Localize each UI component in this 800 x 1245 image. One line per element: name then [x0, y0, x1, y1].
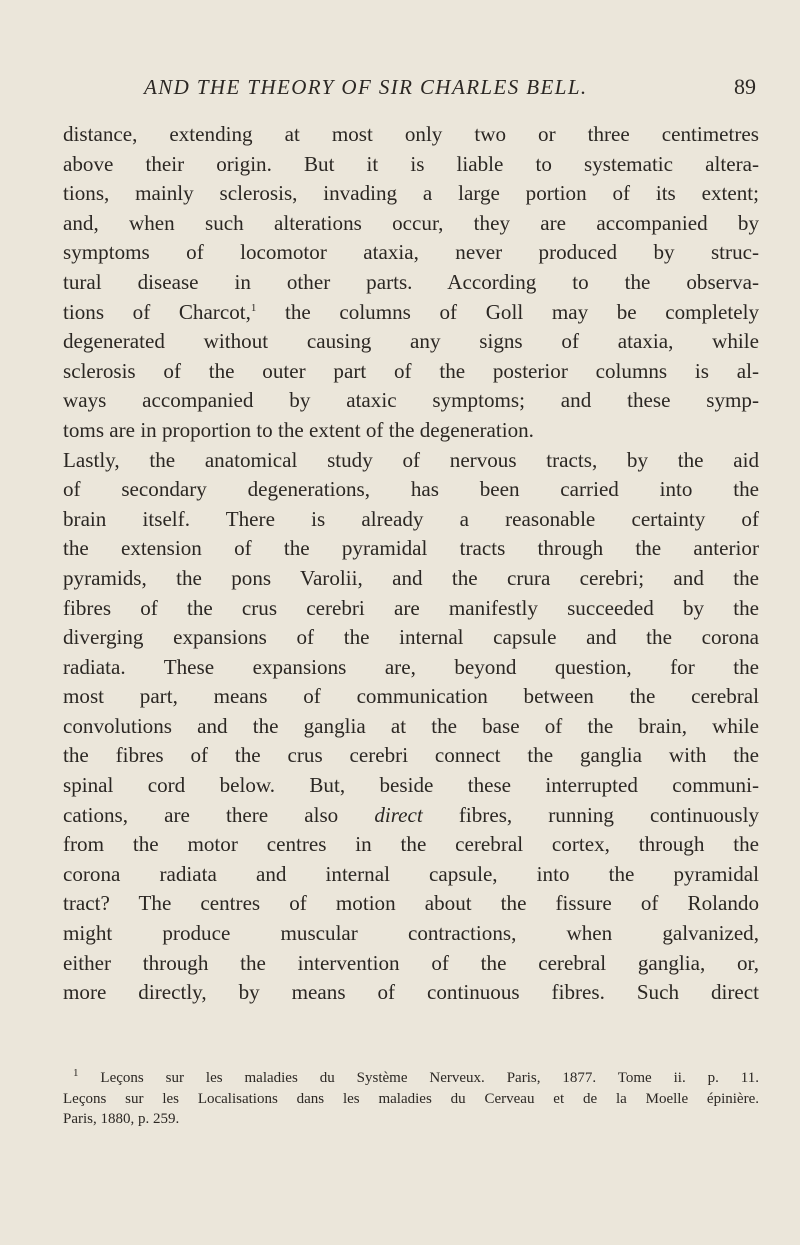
footnote-reference: 1 — [250, 301, 257, 314]
footnote-line — [63, 1068, 759, 1089]
text-line: degenerated without causing any signs of ataxia, while — [63, 329, 759, 354]
text-line: sclerosis of the outer part of the posterior columns is al- — [63, 358, 759, 383]
footnote-marker: 1 — [73, 1067, 79, 1079]
text-fragment: the columns of Goll may be completely — [285, 299, 759, 324]
footnote-text: Leçons sur les maladies du Système Nerveux. Paris, 1877. Tome ii. p. 11. — [100, 1070, 759, 1086]
text-line: above their origin. But it is liable to systematic altera- — [63, 151, 759, 176]
text-fragment: tions of Charcot, — [63, 299, 251, 324]
text-line: fibres of the crus cerebri are manifestly succeeded by the — [63, 595, 759, 620]
text-line: diverging expansions of the internal capsule and the corona — [63, 625, 759, 650]
text-fragment: cations, are there also — [63, 802, 339, 827]
text-line: from the motor centres in the cerebral cortex, through the — [63, 832, 759, 857]
text-line: Lastly, the anatomical study of nervous tracts, by the aid — [63, 447, 759, 472]
footnote-line: Leçons sur les Localisations dans les maladies du Cerveau et de la Moelle épinière. — [63, 1090, 759, 1107]
text-line: brain itself. There is already a reasonable certainty of — [63, 506, 759, 531]
text-line: toms are in proportion to the extent of the degeneration. — [63, 417, 534, 442]
text-line: tural disease in other parts. According to the observa- — [63, 269, 759, 294]
text-line — [63, 801, 759, 831]
text-line: of secondary degenerations, has been carried into the — [63, 477, 759, 502]
emphasized-word: direct — [374, 802, 423, 827]
text-line: the extension of the pyramidal tracts through the anterior — [63, 536, 759, 561]
text-line: corona radiata and internal capsule, into the pyramidal — [63, 861, 759, 886]
footnotes — [63, 1068, 759, 1130]
footnote-line: Paris, 1880, p. 259. — [63, 1111, 180, 1127]
text-line — [63, 298, 759, 328]
page-header — [60, 70, 760, 104]
text-line: either through the intervention of the cerebral ganglia, or, — [63, 950, 759, 975]
text-line: and, when such alterations occur, they are accompanied by — [63, 210, 759, 235]
text-line: most part, means of communication between the cerebral — [63, 684, 759, 709]
text-fragment: fibres, running continuously — [458, 802, 759, 827]
text-line: radiata. These expansions are, beyond question, for the — [63, 654, 759, 679]
text-line: might produce muscular contractions, when galvanized, — [63, 921, 759, 946]
text-line: tract? The centres of motion about the fissure of Rolando — [63, 891, 759, 916]
text-line: the fibres of the crus cerebri connect the ganglia with the — [63, 743, 759, 768]
body-text — [63, 120, 759, 1008]
text-line: symptoms of locomotor ataxia, never produced by struc- — [63, 240, 759, 265]
page-number: 89 — [734, 74, 756, 99]
text-line: spinal cord below. But, beside these interrupted communi- — [63, 773, 759, 798]
text-line: pyramids, the pons Varolii, and the crura cerebri; and the — [63, 565, 759, 590]
text-line: ways accompanied by ataxic symptoms; and these symp- — [63, 388, 759, 413]
text-line: distance, extending at most only two or three centimetres — [63, 122, 759, 146]
text-line: convolutions and the ganglia at the base of the brain, while — [63, 713, 759, 738]
text-line: more directly, by means of continuous fibres. Such direct — [63, 980, 759, 1005]
running-head: AND THE THEORY OF SIR CHARLES BELL. — [144, 75, 588, 99]
text-line: tions, mainly sclerosis, invading a large portion of its extent; — [63, 181, 759, 206]
